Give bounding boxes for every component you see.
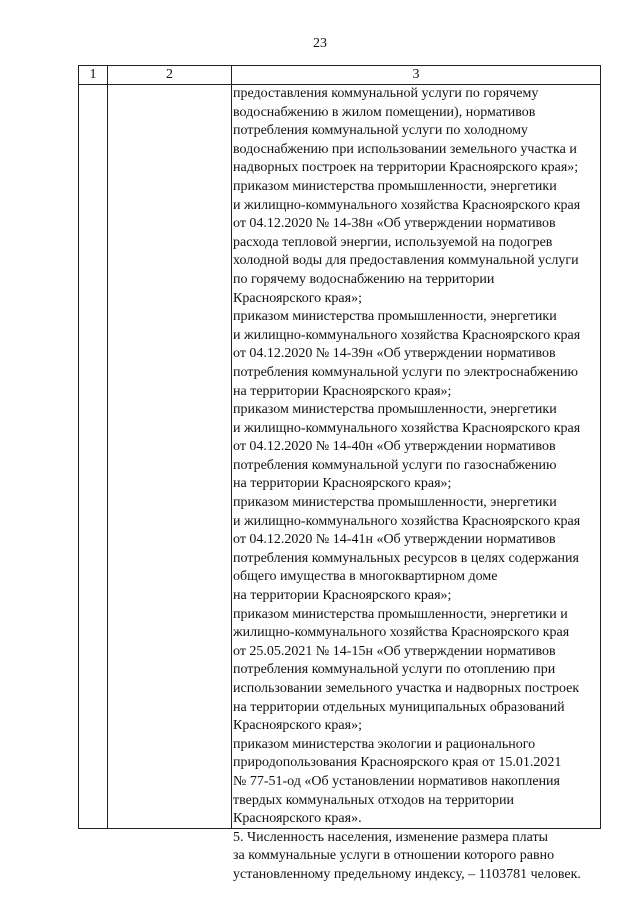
text-line: предоставления коммунальной услуги по горячему: [233, 86, 539, 101]
text-line: потребления коммунальных ресурсов в целях содержания: [233, 550, 579, 566]
text-line: № 77-51-од «Об установлении нормативов накопления: [233, 773, 560, 789]
column-header-3: 3: [412, 67, 420, 82]
text-line: потребления коммунальной услуги по электроснабжению: [233, 364, 578, 380]
text-line: по горячему водоснабжению на территории: [233, 271, 495, 287]
text-line: водоснабжению при использовании земельного участка и: [233, 141, 577, 157]
text-line: от 04.12.2020 № 14-40н «Об утверждении нормативов: [233, 439, 556, 455]
text-line: на территории Красноярского края»;: [233, 383, 452, 399]
text-line: Красноярского края»;: [233, 290, 362, 306]
text-line: холодной воды для предоставления коммунальной услуги: [233, 253, 579, 269]
text-line: приказом министерства промышленности, энергетики: [233, 309, 557, 325]
text-line: приказом министерства промышленности, энергетики: [233, 495, 557, 511]
column-divider-1: [107, 66, 108, 828]
text-line: от 04.12.2020 № 14-38н «Об утверждении нормативов: [233, 216, 556, 232]
text-line: приказом министерства промышленности, энергетики и: [233, 606, 568, 622]
text-line: Красноярского края»;: [233, 718, 362, 734]
text-line: водоснабжению в жилом помещении), нормативов: [233, 104, 536, 120]
text-line: природопользования Красноярского края от 15.01.2021: [233, 755, 562, 771]
text-line: и жилищно-коммунального хозяйства Красноярского края: [233, 327, 581, 343]
column-header-2: 2: [166, 67, 173, 82]
text-line: и жилищно-коммунального хозяйства Красноярского края: [233, 513, 581, 529]
text-line: установленному предельному индексу, – 1103781 человек.: [233, 866, 581, 882]
table-header-row: [79, 66, 600, 85]
text-line: и жилищно-коммунального хозяйства Красноярского края: [233, 420, 581, 436]
page-number: 23: [313, 36, 327, 51]
text-line: 5. Численность населения, изменение размера платы: [233, 829, 548, 845]
text-line: потребления коммунальной услуги по отоплению при: [233, 662, 556, 678]
document-table: [78, 65, 601, 882]
text-line: Красноярского края».: [233, 811, 362, 827]
text-line: твердых коммунальных отходов на территории: [233, 792, 515, 808]
column-3-text-cell: [232, 85, 601, 885]
text-line: надворных построек на территории Красноярского края»;: [233, 160, 579, 176]
text-line: потребления коммунальной услуги по холодному: [233, 123, 528, 139]
text-line: на территории отдельных муниципальных образований: [233, 699, 565, 715]
text-line: приказом министерства промышленности, энергетики: [233, 402, 557, 418]
text-line: и жилищно-коммунального хозяйства Красноярского края: [233, 197, 581, 213]
text-line: от 04.12.2020 № 14-39н «Об утверждении нормативов: [233, 346, 556, 362]
text-line: общего имущества в многоквартирном доме: [233, 569, 498, 585]
text-line: от 25.05.2021 № 14-15н «Об утверждении нормативов: [233, 643, 556, 659]
text-line: жилищно-коммунального хозяйства Красноярского края: [233, 625, 570, 641]
text-line: за коммунальные услуги в отношении которого равно: [233, 848, 555, 864]
column-header-1: 1: [89, 67, 97, 82]
text-line: на территории Красноярского края»;: [233, 476, 452, 492]
text-line: на территории Красноярского края»;: [233, 588, 452, 604]
text-line: приказом министерства промышленности, энергетики: [233, 178, 557, 194]
text-line: приказом министерства экологии и рационального: [233, 736, 536, 752]
text-line: расхода тепловой энергии, используемой на подогрев: [233, 234, 553, 250]
text-line: использовании земельного участка и надворных построек: [233, 681, 580, 696]
text-line: от 04.12.2020 № 14-41н «Об утверждении нормативов: [233, 532, 556, 548]
text-line: потребления коммунальной услуги по газоснабжению: [233, 457, 557, 473]
